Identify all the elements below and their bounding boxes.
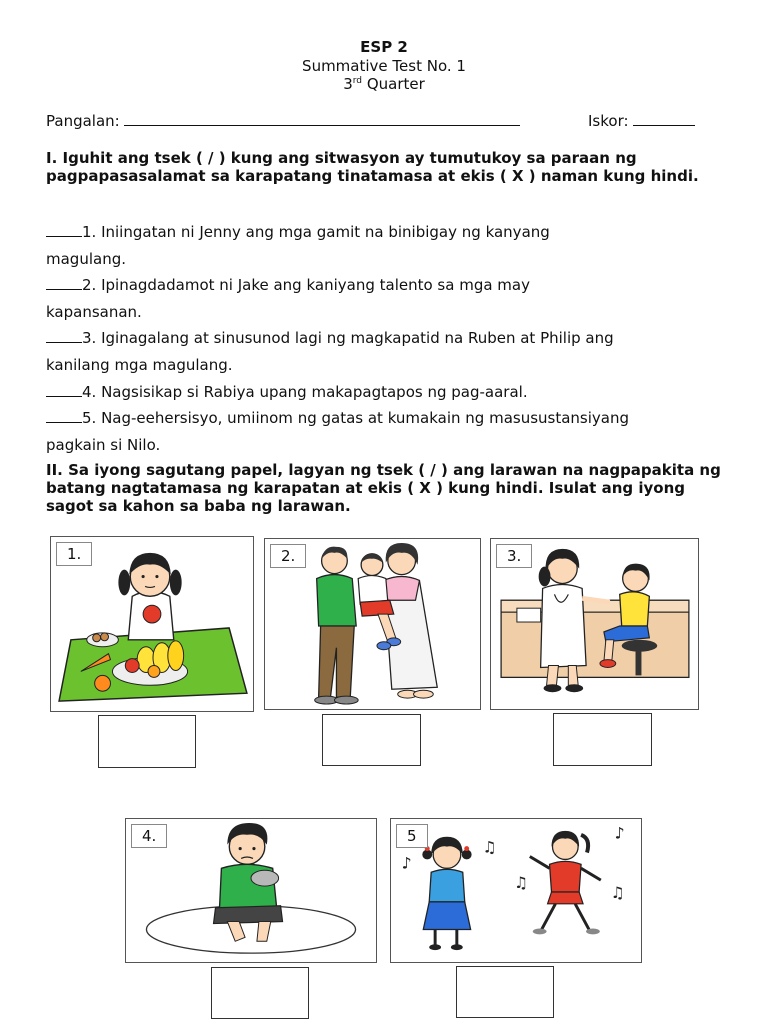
picture-4-sad-boy (125, 818, 377, 963)
answer-blank[interactable] (46, 277, 82, 290)
answer-box-1[interactable] (98, 715, 196, 768)
answer-blank[interactable] (46, 384, 82, 397)
list-item-continued: pagkain si Nilo. (46, 435, 161, 454)
test-title: ESP 2 (360, 38, 408, 56)
part1-item-list (46, 219, 736, 458)
children-singing-dancing-illustration (391, 819, 641, 962)
quarter-label (0, 75, 768, 93)
picture-5-dancing-children (390, 818, 642, 963)
svg-text:♪: ♪ (614, 823, 625, 843)
picture-2-family-hug (264, 538, 481, 710)
quarter-word: Quarter (366, 75, 425, 93)
picture-number-tag: 1. (56, 542, 92, 566)
svg-text:♫: ♫ (482, 837, 497, 857)
answer-box-4[interactable] (211, 967, 309, 1019)
name-blank-line[interactable] (124, 112, 520, 126)
list-item (46, 379, 736, 406)
quarter-ordinal: rd (352, 76, 363, 86)
part2-instruction: II. Sa iyong sagutang papel, lagyan ng tsek ( / ) ang larawan na nagpapakita ng batang nagtatamasa ng karapatan at ekis ( X ) kung hindi. Isulat ang iyong sagot sa kahon sa baba ng larawan. (46, 461, 721, 515)
score-blank-line[interactable] (633, 112, 695, 126)
answer-box-5[interactable] (456, 966, 554, 1018)
list-item (46, 219, 736, 246)
item-text: 3. Iginagalang at sinusunod lagi ng magkapatid na Ruben at Philip ang (82, 329, 614, 348)
list-item (46, 272, 736, 299)
quarter-number: 3 (343, 75, 353, 93)
picture-1-girl-with-fruits (50, 536, 254, 712)
score-label: Iskor: (588, 112, 629, 130)
picture-number-tag: 5 (396, 824, 428, 848)
answer-blank[interactable] (46, 330, 82, 343)
picture-number-tag: 3. (496, 544, 532, 568)
list-item-continued: magulang. (46, 249, 126, 268)
answer-blank[interactable] (46, 224, 82, 237)
part1-instruction: I. Iguhit ang tsek ( / ) kung ang sitwasyon ay tumutukoy sa paraan ng pagpapasasalamat sa karapatang tinatamasa at ekis ( X ) naman kung hindi. (46, 149, 699, 185)
svg-text:♪: ♪ (401, 853, 412, 873)
svg-text:♫: ♫ (514, 873, 529, 893)
item-text: 5. Nag-eehersisyo, umiinom ng gatas at kumakain ng masusustansiyang (82, 409, 630, 428)
list-item (46, 405, 736, 432)
name-field (46, 112, 520, 130)
list-item-continued: kapansanan. (46, 302, 142, 321)
list-item (46, 325, 736, 352)
picture-number-tag: 4. (131, 824, 167, 848)
item-text: 2. Ipinagdadamot ni Jake ang kaniyang talento sa mga may (82, 276, 530, 295)
picture-number-tag: 2. (270, 544, 306, 568)
score-field (588, 112, 695, 130)
svg-text:♫: ♫ (610, 882, 625, 902)
list-item-continued: kanilang mga magulang. (46, 355, 233, 374)
item-text: 4. Nagsisikap si Rabiya upang makapagtapos ng pag-aaral. (82, 382, 528, 401)
name-label: Pangalan: (46, 112, 120, 130)
answer-box-2[interactable] (322, 714, 421, 766)
answer-blank[interactable] (46, 410, 82, 423)
answer-box-3[interactable] (553, 713, 652, 766)
picture-3-doctor-checkup (490, 538, 699, 710)
item-text: 1. Iniingatan ni Jenny ang mga gamit na binibigay ng kanyang (82, 223, 550, 241)
test-subtitle: Summative Test No. 1 (302, 57, 466, 75)
